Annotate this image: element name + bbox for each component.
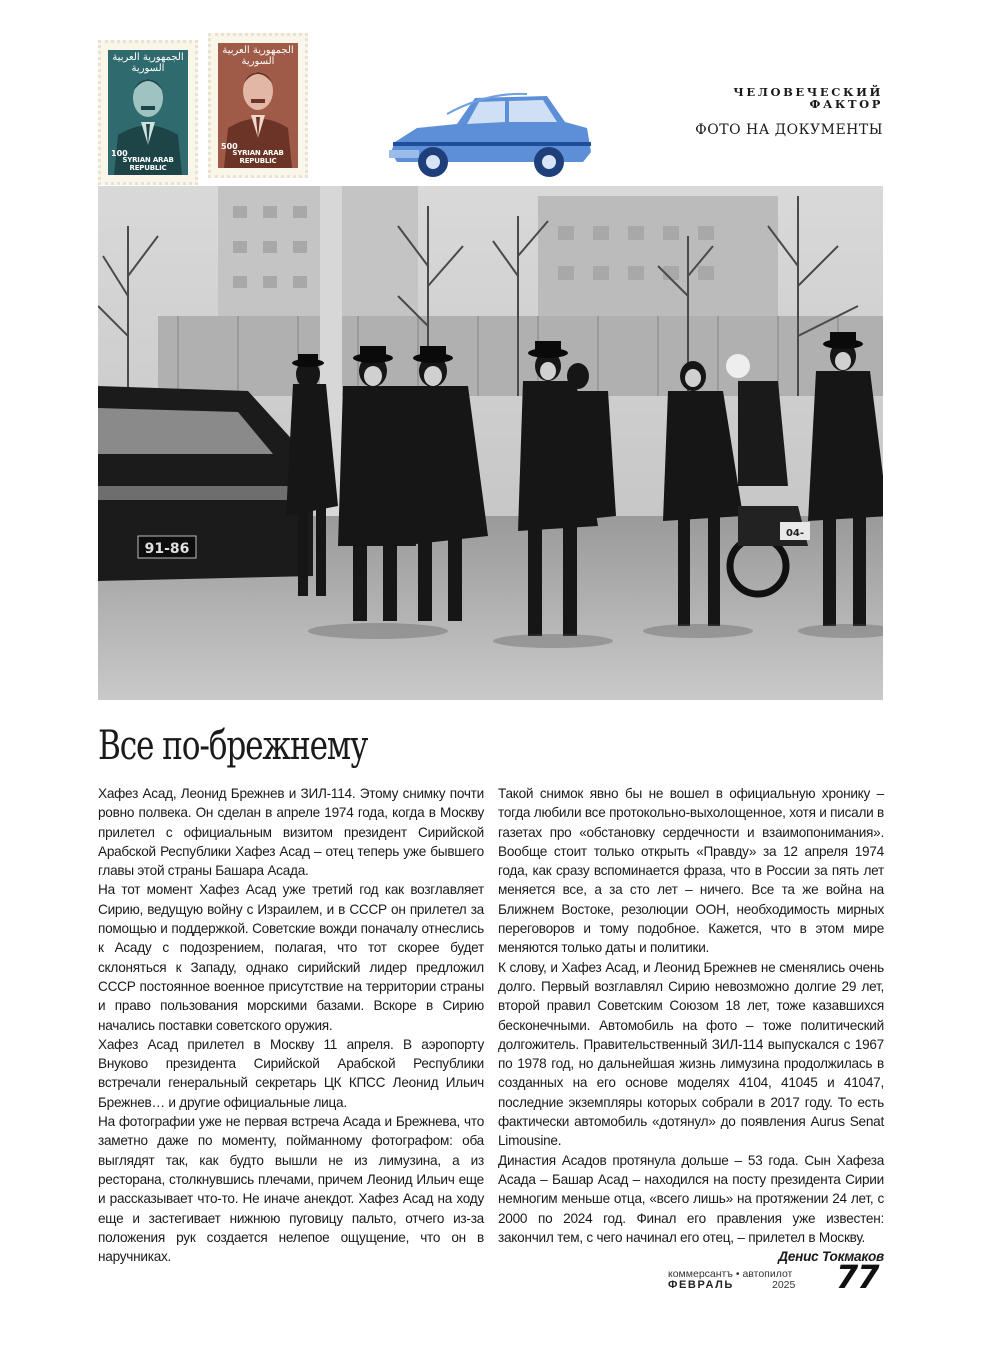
paragraph: Хафез Асад, Леонид Брежнев и ЗИЛ-114. Этому снимку почти ровно полвека. Он сделан в апреле 1974 года, когда в Москву прилетел с официальным визитом президент Сирийской Арабской Республики Хафез Асад – отец теперь уже бывшего главы этой страны Башара Асада. — [98, 786, 484, 879]
paragraph: Династия Асадов протянула дольше – 53 года. Сын Хафеза Асада – Башар Асад – находился на посту президента Сирии немногим меньше отца, «всего лишь» на протяжении 24 лет, с 2000 по 2024 год. Финал его правления уже известен: закончил тем, с чего начинал его отец, – прилетел в Москву. — [498, 1152, 884, 1245]
page-number: 77 — [836, 1258, 879, 1296]
rubric-line-1: ЧЕЛОВЕЧЕСКИЙ — [733, 85, 883, 99]
issue-year: 2025 — [772, 1279, 796, 1291]
stamp-arabic-text: الجمهورية العربية السورية — [112, 52, 184, 74]
paragraph: Такой снимок явно бы не вошел в официальную хронику – тогда любили все протокольно-выхолощенное, хотя и писали в газетах про «обстановку сердечности и взаимопонимания». Вообще стоит только открыть «Правду» за 12 апреля 1974 года, как сразу вспоминается фраза, что в России за пять лет меняется все, а за сто лет – ничего. Все та же война на Ближнем Востоке, резолюции ООН, необходимость мирных переговоров и тому подобное. Кажется, что в этом мире меняются только даты и политики. — [498, 786, 884, 956]
article-column-right — [498, 784, 884, 1266]
stamp-country: SYRIAN ARAB REPUBLIC — [232, 149, 284, 165]
section-rubric — [733, 86, 883, 110]
article-headline: Все по-брежнему — [98, 723, 368, 769]
stamp-arabic-text: الجمهورية العربية السورية — [222, 45, 294, 67]
postage-stamp-2 — [208, 33, 308, 178]
rubric-line-2: ФАКТОР — [809, 97, 883, 111]
article-column-left — [98, 784, 484, 1266]
paragraph: На фотографии уже не первая встреча Асада и Брежнева, что заметно даже по моменту, пойманному фотографом: оба выглядят так, как будто вышли не из лимузина, а из ресторана, столкнувшись плечами, причем Леонид Ильич еще и рассказывает что-то. Не иначе анекдот. Хафез Асад на ходу еще и застегивает нижнюю пуговицу пальто, отчего из-за положения рук создается нелепое ощущение, что он в наручниках. — [98, 1114, 484, 1265]
stamp-value: 100 — [111, 149, 128, 158]
magazine-brand: коммерсантъ • автопилот — [668, 1268, 793, 1280]
paragraph: К слову, и Хафез Асад, и Леонид Брежнев не сменялись очень долго. Первый возглавлял Сирию невозможно долгие 29 лет, второй правил Советским Союзом 18 лет, тоже казавшихся бесконечными. Автомобиль на фото – тоже политический долгожитель. Правительственный ЗИЛ-114 выпускался с 1967 по 1978 год, но дальнейшая жизнь лимузина продолжилась в созданных на его основе моделях 4104, 41045 и 41047, последние экземпляры которых собрали в 2017 году. То есть фактически автомобиль «дотянул» до появления Aurus Senat Limousine. — [498, 959, 884, 1149]
limousine-illustration — [387, 84, 597, 184]
section-subtitle: ФОТО НА ДОКУМЕНТЫ — [695, 122, 883, 138]
issue-month: ФЕВРАЛЬ — [668, 1279, 734, 1291]
stamp-country: SYRIAN ARAB REPUBLIC — [122, 156, 174, 172]
motorcycle-plate: 04- — [785, 528, 805, 539]
stamp-value: 500 — [221, 142, 238, 151]
license-plate: 91-86 — [144, 541, 190, 557]
main-photo — [98, 186, 883, 700]
paragraph: Хафез Асад прилетел в Москву 11 апреля. В аэропорту Внуково президента Сирийской Арабской Республики встречали генеральный секретарь ЦК КПСС Леонид Ильич Брежнев… и другие официальные лица. — [98, 1036, 484, 1110]
article-author: Денис Токмаков — [778, 1249, 884, 1265]
postage-stamp-1 — [98, 40, 198, 185]
paragraph: На тот момент Хафез Асад уже третий год как возглавляет Сирию, ведущую войну с Израилем, и в СССР он прилетел за помощью и поддержкой. Советские вожди поначалу отнеслись к Асаду с подозрением, полагая, что тот скорее будет склоняться к Западу, однако сирийский лидер предложил СССР постоянное военное присутствие на территории страны и право пользования морскими базами. Вскоре в Сирию начались поставки советского оружия. — [98, 882, 484, 1033]
